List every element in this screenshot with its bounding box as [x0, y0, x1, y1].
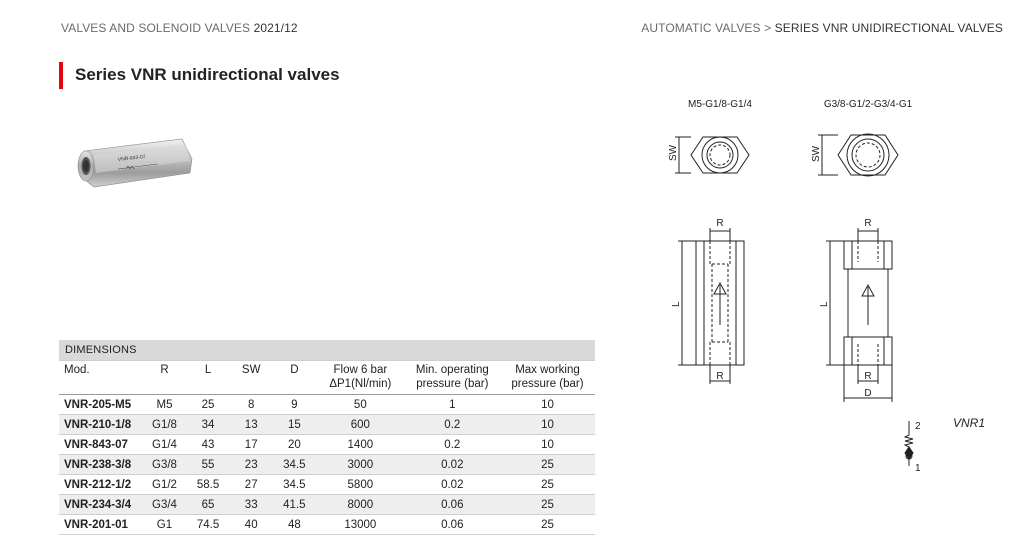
col-header: Flow 6 bar ΔP1(Nl/min)	[316, 361, 405, 395]
drawing-left-title: M5-G1/8-G1/4	[688, 99, 752, 110]
table-caption: DIMENSIONS	[59, 340, 595, 361]
table-cell: 13000	[316, 515, 405, 535]
table-cell: 33	[230, 495, 273, 515]
model-cell: VNR-205-M5	[59, 395, 143, 415]
table-cell: 25	[500, 515, 595, 535]
table-cell: 9	[273, 395, 316, 415]
model-cell: VNR-201-01	[59, 515, 143, 535]
page-title: Series VNR unidirectional valves	[75, 65, 340, 84]
check-valve-symbol	[905, 421, 913, 466]
model-cell: VNR-843-07	[59, 435, 143, 455]
table-cell: 1	[405, 395, 500, 415]
table-cell: 10	[500, 395, 595, 415]
dim-r-right-top: R	[864, 218, 872, 229]
technical-drawings	[660, 92, 1024, 558]
col-header: L	[186, 361, 229, 395]
dimensions-table	[59, 340, 595, 535]
table-cell: 25	[500, 455, 595, 475]
table-cell: G1	[143, 515, 187, 535]
table-cell: 8	[230, 395, 273, 415]
table-row	[59, 395, 595, 415]
dim-l-left: L	[671, 301, 682, 307]
table-cell: 0.02	[405, 475, 500, 495]
table-cell: 50	[316, 395, 405, 415]
table-cell: 55	[186, 455, 229, 475]
model-cell: VNR-210-1/8	[59, 415, 143, 435]
table-cell: 48	[273, 515, 316, 535]
table-cell: 23	[230, 455, 273, 475]
drawing-right-title: G3/8-G1/2-G3/4-G1	[823, 99, 913, 110]
model-cell: VNR-238-3/8	[59, 455, 143, 475]
symbol-label: VNR1	[953, 416, 986, 430]
col-header: SW	[230, 361, 273, 395]
table-cell: 10	[500, 415, 595, 435]
table-cell: 17	[230, 435, 273, 455]
col-header: Max working pressure (bar)	[500, 361, 595, 395]
table-row	[59, 515, 595, 535]
dim-r-left-top: R	[716, 218, 724, 229]
table-cell: 25	[500, 475, 595, 495]
col-header: R	[143, 361, 187, 395]
table-cell: 27	[230, 475, 273, 495]
end-view-right	[818, 134, 898, 176]
table-cell: 34.5	[273, 475, 316, 495]
table-cell: 65	[186, 495, 229, 515]
table-cell: 41.5	[273, 495, 316, 515]
table-cell: 58.5	[186, 475, 229, 495]
col-header: Mod.	[59, 361, 143, 395]
table-row	[59, 495, 595, 515]
dim-r-left-bottom: R	[716, 371, 724, 382]
table-cell: G3/8	[143, 455, 187, 475]
dim-sw-left: SW	[668, 144, 679, 161]
table-cell: 15	[273, 415, 316, 435]
table-row	[59, 455, 595, 475]
breadcrumb	[641, 21, 1003, 35]
table-cell: 34.5	[273, 455, 316, 475]
table-cell: 0.06	[405, 495, 500, 515]
dim-l-right: L	[819, 301, 830, 307]
product-engraving: VNR-843-07	[117, 154, 146, 163]
table-cell: 34	[186, 415, 229, 435]
table-cell: 0.06	[405, 515, 500, 535]
table-cell: 13	[230, 415, 273, 435]
dim-sw-right: SW	[811, 145, 822, 162]
table-cell: 25	[500, 495, 595, 515]
title-accent-bar	[59, 62, 63, 89]
table-cell: 25	[186, 395, 229, 415]
model-cell: VNR-212-1/2	[59, 475, 143, 495]
table-cell: 74.5	[186, 515, 229, 535]
dim-d-right: D	[864, 388, 872, 399]
table-cell: M5	[143, 395, 187, 415]
table-cell: 43	[186, 435, 229, 455]
dim-r-right-bottom: R	[864, 371, 872, 382]
product-image	[74, 135, 198, 193]
port-out-label: 2	[915, 421, 921, 432]
table-cell: 0.02	[405, 455, 500, 475]
table-row	[59, 435, 595, 455]
table-row	[59, 415, 595, 435]
table-row	[59, 475, 595, 495]
table-cell: 0.2	[405, 435, 500, 455]
table-cell: 0.2	[405, 415, 500, 435]
table-cell: G1/8	[143, 415, 187, 435]
model-cell: VNR-234-3/4	[59, 495, 143, 515]
table-cell: 1400	[316, 435, 405, 455]
catalog-year: 2021/12	[253, 21, 298, 35]
table-cell: 10	[500, 435, 595, 455]
breadcrumb-current: SERIES VNR UNIDIRECTIONAL VALVES	[774, 21, 1003, 35]
col-header: Min. operating pressure (bar)	[405, 361, 500, 395]
port-in-label: 1	[915, 463, 921, 474]
table-cell: G3/4	[143, 495, 187, 515]
breadcrumb-section: AUTOMATIC VALVES	[641, 21, 761, 35]
table-cell: 8000	[316, 495, 405, 515]
table-header-row	[59, 361, 595, 395]
side-view-right	[826, 228, 892, 402]
end-view-left	[675, 137, 749, 173]
table-cell: 600	[316, 415, 405, 435]
table-cell: 40	[230, 515, 273, 535]
col-header: D	[273, 361, 316, 395]
header-left	[61, 21, 298, 35]
table-cell: 5800	[316, 475, 405, 495]
table-cell: 20	[273, 435, 316, 455]
table-cell: G1/2	[143, 475, 187, 495]
table-cell: G1/4	[143, 435, 187, 455]
side-view-left	[678, 228, 744, 384]
breadcrumb-separator: >	[764, 21, 772, 35]
table-cell: 3000	[316, 455, 405, 475]
catalog-title: VALVES AND SOLENOID VALVES	[61, 21, 251, 35]
